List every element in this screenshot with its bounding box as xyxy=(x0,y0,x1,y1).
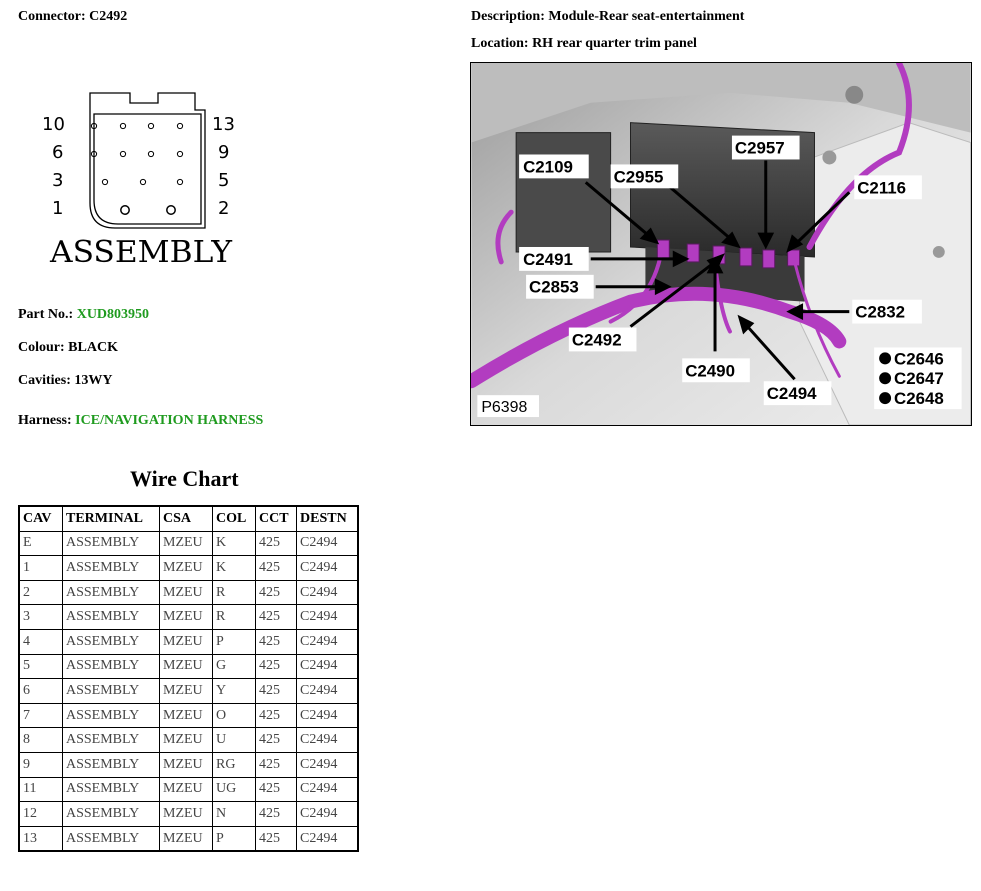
pin-label-6: 6 xyxy=(52,142,64,163)
cell-cav: 6 xyxy=(19,679,63,704)
cell-terminal: ASSEMBLY xyxy=(63,802,160,827)
col-header-destn: DESTN xyxy=(297,506,359,531)
table-row xyxy=(19,629,358,654)
location-photo xyxy=(470,62,972,426)
colour xyxy=(18,340,118,356)
cell-cct: 425 xyxy=(256,703,297,728)
cell-destn: C2494 xyxy=(297,580,359,605)
location-label: Location: xyxy=(471,36,529,51)
col-header-cct: CCT xyxy=(256,506,297,531)
cavities-value: 13WY xyxy=(74,373,113,388)
cell-csa: MZEU xyxy=(160,531,213,556)
cell-destn: C2494 xyxy=(297,654,359,679)
cell-col: O xyxy=(213,703,256,728)
connector-title xyxy=(18,9,127,25)
cell-destn: C2494 xyxy=(297,605,359,630)
cell-cct: 425 xyxy=(256,629,297,654)
table-row xyxy=(19,531,358,556)
cell-csa: MZEU xyxy=(160,629,213,654)
table-row xyxy=(19,580,358,605)
cell-cct: 425 xyxy=(256,752,297,777)
callout-c2116: C2116 xyxy=(857,178,907,198)
cell-cct: 425 xyxy=(256,580,297,605)
cell-destn: C2494 xyxy=(297,531,359,556)
cell-destn: C2494 xyxy=(297,703,359,728)
cell-cav: 12 xyxy=(19,802,63,827)
cell-destn: C2494 xyxy=(297,802,359,827)
cell-destn: C2494 xyxy=(297,629,359,654)
cell-destn: C2494 xyxy=(297,679,359,704)
cell-cct: 425 xyxy=(256,556,297,581)
table-header-row xyxy=(19,506,358,531)
callout-c2647: C2647 xyxy=(894,369,944,389)
cell-destn: C2494 xyxy=(297,752,359,777)
cell-csa: MZEU xyxy=(160,802,213,827)
cell-destn: C2494 xyxy=(297,728,359,753)
colour-label: Colour: xyxy=(18,340,65,355)
cell-cct: 425 xyxy=(256,531,297,556)
callout-c2955: C2955 xyxy=(613,167,664,187)
callout-c2490: C2490 xyxy=(685,361,735,381)
cell-cct: 425 xyxy=(256,728,297,753)
callout-c2648: C2648 xyxy=(894,389,944,409)
description-label: Description: xyxy=(471,9,545,24)
cell-col: K xyxy=(213,531,256,556)
cell-destn: C2494 xyxy=(297,826,359,851)
table-row xyxy=(19,654,358,679)
cell-col: R xyxy=(213,605,256,630)
cell-csa: MZEU xyxy=(160,679,213,704)
cell-cct: 425 xyxy=(256,802,297,827)
cell-terminal: ASSEMBLY xyxy=(63,531,160,556)
location-value: RH rear quarter trim panel xyxy=(532,36,697,51)
cell-terminal: ASSEMBLY xyxy=(63,752,160,777)
cell-cav: 13 xyxy=(19,826,63,851)
callout-c2109: C2109 xyxy=(523,157,573,177)
cell-terminal: ASSEMBLY xyxy=(63,654,160,679)
table-row xyxy=(19,556,358,581)
cell-cct: 425 xyxy=(256,679,297,704)
cell-col: G xyxy=(213,654,256,679)
pin-label-13: 13 xyxy=(212,114,235,135)
cell-terminal: ASSEMBLY xyxy=(63,629,160,654)
table-row xyxy=(19,826,358,851)
pin-label-1: 1 xyxy=(52,198,64,219)
cell-csa: MZEU xyxy=(160,556,213,581)
description-value: Module-Rear seat-entertainment xyxy=(548,9,745,24)
table-row xyxy=(19,802,358,827)
pin-label-2: 2 xyxy=(218,198,230,219)
callout-c2853: C2853 xyxy=(529,277,579,297)
cell-csa: MZEU xyxy=(160,580,213,605)
cell-cav: 3 xyxy=(19,605,63,630)
col-header-terminal: TERMINAL xyxy=(63,506,160,531)
pin-label-9: 9 xyxy=(218,142,230,163)
assembly-caption: ASSEMBLY xyxy=(48,235,234,270)
wire-chart-title: Wire Chart xyxy=(130,466,239,491)
table-row xyxy=(19,605,358,630)
table-row xyxy=(19,728,358,753)
connector-label: Connector: xyxy=(18,9,86,24)
table-row xyxy=(19,679,358,704)
callout-c2646: C2646 xyxy=(894,349,944,369)
location xyxy=(471,36,697,52)
cell-terminal: ASSEMBLY xyxy=(63,679,160,704)
cell-terminal: ASSEMBLY xyxy=(63,777,160,802)
callout-c2491: C2491 xyxy=(523,249,573,269)
cell-cav: 8 xyxy=(19,728,63,753)
cell-cav: 11 xyxy=(19,777,63,802)
part-no-link[interactable]: XUD803950 xyxy=(76,307,150,322)
cell-csa: MZEU xyxy=(160,703,213,728)
cell-cav: 1 xyxy=(19,556,63,581)
cell-csa: MZEU xyxy=(160,728,213,753)
cell-cav: 5 xyxy=(19,654,63,679)
cell-cct: 425 xyxy=(256,826,297,851)
cell-csa: MZEU xyxy=(160,654,213,679)
cell-col: RG xyxy=(213,752,256,777)
cell-csa: MZEU xyxy=(160,752,213,777)
part-number xyxy=(18,307,149,323)
cell-col: UG xyxy=(213,777,256,802)
cell-cav: 7 xyxy=(19,703,63,728)
connector-value: C2492 xyxy=(89,9,128,24)
cell-terminal: ASSEMBLY xyxy=(63,728,160,753)
harness xyxy=(18,413,263,429)
cell-terminal: ASSEMBLY xyxy=(63,605,160,630)
callout-c2832: C2832 xyxy=(855,302,906,322)
cell-csa: MZEU xyxy=(160,605,213,630)
pin-label-10: 10 xyxy=(42,114,65,135)
cell-col: K xyxy=(213,556,256,581)
col-header-col: COL xyxy=(213,506,256,531)
table-row xyxy=(19,703,358,728)
cell-destn: C2494 xyxy=(297,777,359,802)
cell-cct: 425 xyxy=(256,605,297,630)
cell-terminal: ASSEMBLY xyxy=(63,703,160,728)
photo-ref: P6398 xyxy=(481,399,528,417)
table-row xyxy=(19,752,358,777)
cell-terminal: ASSEMBLY xyxy=(63,580,160,605)
wire-chart-body xyxy=(19,531,358,851)
callout-c2494: C2494 xyxy=(766,384,817,404)
col-header-csa: CSA xyxy=(160,506,213,531)
cell-cav: E xyxy=(19,531,63,556)
cavities-label: Cavities: xyxy=(18,373,71,388)
cell-col: R xyxy=(213,580,256,605)
cell-csa: MZEU xyxy=(160,826,213,851)
table-row xyxy=(19,777,358,802)
cell-col: Y xyxy=(213,679,256,704)
col-header-cav: CAV xyxy=(19,506,63,531)
callout-c2957: C2957 xyxy=(734,138,785,158)
cell-cav: 2 xyxy=(19,580,63,605)
cavities xyxy=(18,373,113,389)
pin-label-5: 5 xyxy=(218,170,230,191)
cell-col: P xyxy=(213,826,256,851)
callout-c2492: C2492 xyxy=(571,330,622,350)
wire-chart-table xyxy=(18,505,359,852)
cell-terminal: ASSEMBLY xyxy=(63,556,160,581)
colour-value: BLACK xyxy=(68,340,118,355)
cell-cct: 425 xyxy=(256,777,297,802)
cell-cct: 425 xyxy=(256,654,297,679)
cell-destn: C2494 xyxy=(297,556,359,581)
cell-col: N xyxy=(213,802,256,827)
cell-cav: 4 xyxy=(19,629,63,654)
description xyxy=(471,9,744,25)
pin-label-3: 3 xyxy=(52,170,64,191)
cell-col: P xyxy=(213,629,256,654)
harness-link[interactable]: ICE/NAVIGATION HARNESS xyxy=(75,413,264,428)
connector-diagram xyxy=(30,88,250,273)
harness-label: Harness: xyxy=(18,413,72,428)
cell-csa: MZEU xyxy=(160,777,213,802)
cell-cav: 9 xyxy=(19,752,63,777)
part-no-label: Part No.: xyxy=(18,307,74,322)
cell-terminal: ASSEMBLY xyxy=(63,826,160,851)
cell-col: U xyxy=(213,728,256,753)
